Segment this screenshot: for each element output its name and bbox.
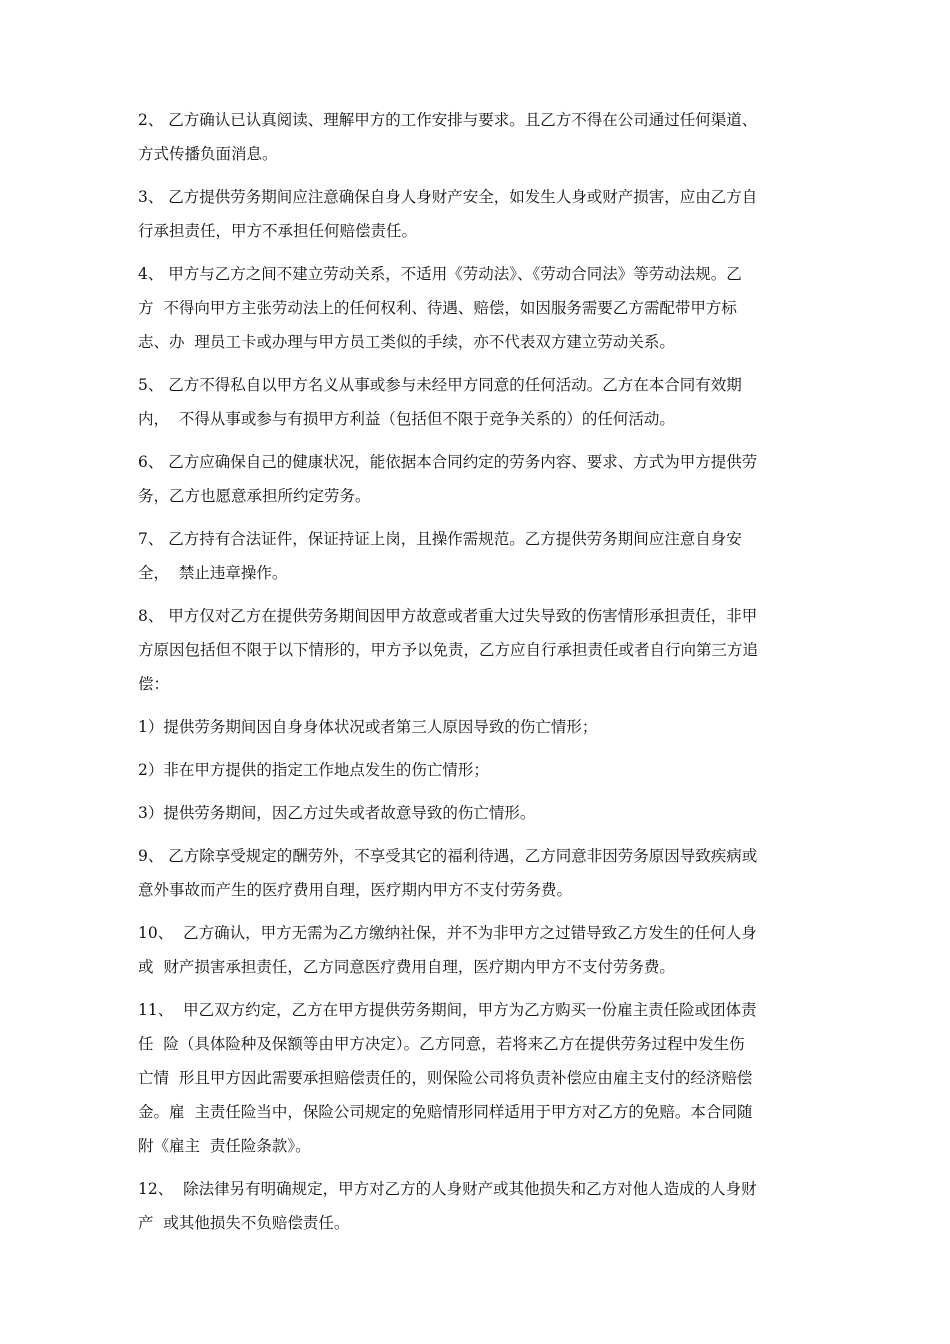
clause-line: 产 或其他损失不负赔偿责任。: [138, 1214, 350, 1232]
clause-line: 金。雇 主责任险当中，保险公司规定的免赔情形同样适用于甲方对乙方的免赔。本合同随: [138, 1103, 753, 1121]
clause-line: 5、 乙方不得私自以甲方名义从事或参与未经甲方同意的任何活动。乙方在本合同有效期: [138, 376, 742, 394]
clause-2: [138, 103, 828, 171]
clause-12: [138, 1172, 828, 1240]
clause-line: 行承担责任，甲方不承担任何赔偿责任。: [138, 222, 418, 240]
clause-8-item-3: [138, 796, 828, 830]
clause-line: 1）提供劳务期间因自身身体状况或者第三人原因导致的伤亡情形；: [138, 718, 598, 736]
clause-line: 12、 除法律另有明确规定，甲方对乙方的人身财产或其他损失和乙方对他人造成的人身财: [138, 1180, 757, 1198]
clause-line: 7、 乙方持有合法证件，保证持证上岗，且操作需规范。乙方提供劳务期间应注意自身安: [138, 530, 742, 548]
clause-line: 内， 不得从事或参与有损甲方利益（包括但不限于竞争关系的）的任何活动。: [138, 410, 675, 428]
clause-line: 附《雇主 责任险条款》。: [138, 1137, 311, 1155]
clause-8-item-2: [138, 753, 828, 787]
clause-3: [138, 180, 828, 248]
clause-line: 6、 乙方应确保自己的健康状况，能依据本合同约定的劳务内容、要求、方式为甲方提供劳: [138, 453, 758, 471]
clause-line: 2）非在甲方提供的指定工作地点发生的伤亡情形；: [138, 761, 489, 779]
clause-line: 方原因包括但不限于以下情形的，甲方予以免责，乙方应自行承担责任或者自行向第三方追: [138, 641, 759, 659]
clause-line: 意外事故而产生的医疗费用自理，医疗期内甲方不支付劳务费。: [138, 881, 573, 899]
clause-line: 任 险（具体险种及保额等由甲方决定）。乙方同意，若将来乙方在提供劳务过程中发生伤: [138, 1035, 745, 1053]
clause-line: 3、 乙方提供劳务期间应注意确保自身人身财产安全，如发生人身或财产损害，应由乙方自: [138, 188, 758, 206]
clause-line: 4、 甲方与乙方之间不建立劳动关系，不适用《劳动法》、《劳动合同法》等劳动法规。乙: [138, 265, 742, 283]
clause-8-item-1: [138, 710, 828, 744]
clause-line: 11、 甲乙双方约定，乙方在甲方提供劳务期间，甲方为乙方购买一份雇主责任险或团体责: [138, 1001, 757, 1019]
clause-7: [138, 522, 828, 590]
clause-6: [138, 445, 828, 513]
clause-8: [138, 599, 828, 701]
clause-line: 务，乙方也愿意承担所约定劳务。: [138, 487, 371, 505]
clause-line: 偿：: [138, 675, 170, 693]
clause-line: 2、 乙方确认已认真阅读、理解甲方的工作安排与要求。且乙方不得在公司通过任何渠道、: [138, 111, 758, 129]
contract-body: [138, 103, 828, 1249]
clause-line: 方 不得向甲方主张劳动法上的任何权利、待遇、赔偿，如因服务需要乙方需配带甲方标: [138, 299, 737, 317]
clause-line: 全， 禁止违章操作。: [138, 564, 288, 582]
clause-line: 方式传播负面消息。: [138, 145, 278, 163]
clause-5: [138, 368, 828, 436]
clause-4: [138, 257, 828, 359]
clause-line: 亡情 形且甲方因此需要承担赔偿责任的，则保险公司将负责补偿应由雇主支付的经济赔偿: [138, 1069, 753, 1087]
clause-10: [138, 916, 828, 984]
clause-line: 志、办 理员工卡或办理与甲方员工类似的手续，亦不代表双方建立劳动关系。: [138, 333, 675, 351]
clause-line: 或 财产损害承担责任，乙方同意医疗费用自理，医疗期内甲方不支付劳务费。: [138, 958, 675, 976]
clause-line: 3）提供劳务期间，因乙方过失或者故意导致的伤亡情形。: [138, 804, 536, 822]
clause-11: [138, 993, 828, 1163]
clause-line: 10、 乙方确认，甲方无需为乙方缴纳社保，并不为非甲方之过错导致乙方发生的任何人身: [138, 924, 757, 942]
clause-line: 9、 乙方除享受规定的酬劳外，不享受其它的福利待遇，乙方同意非因劳务原因导致疾病或: [138, 847, 758, 865]
clause-9: [138, 839, 828, 907]
clause-line: 8、 甲方仅对乙方在提供劳务期间因甲方故意或者重大过失导致的伤害情形承担责任，非甲: [138, 607, 758, 625]
